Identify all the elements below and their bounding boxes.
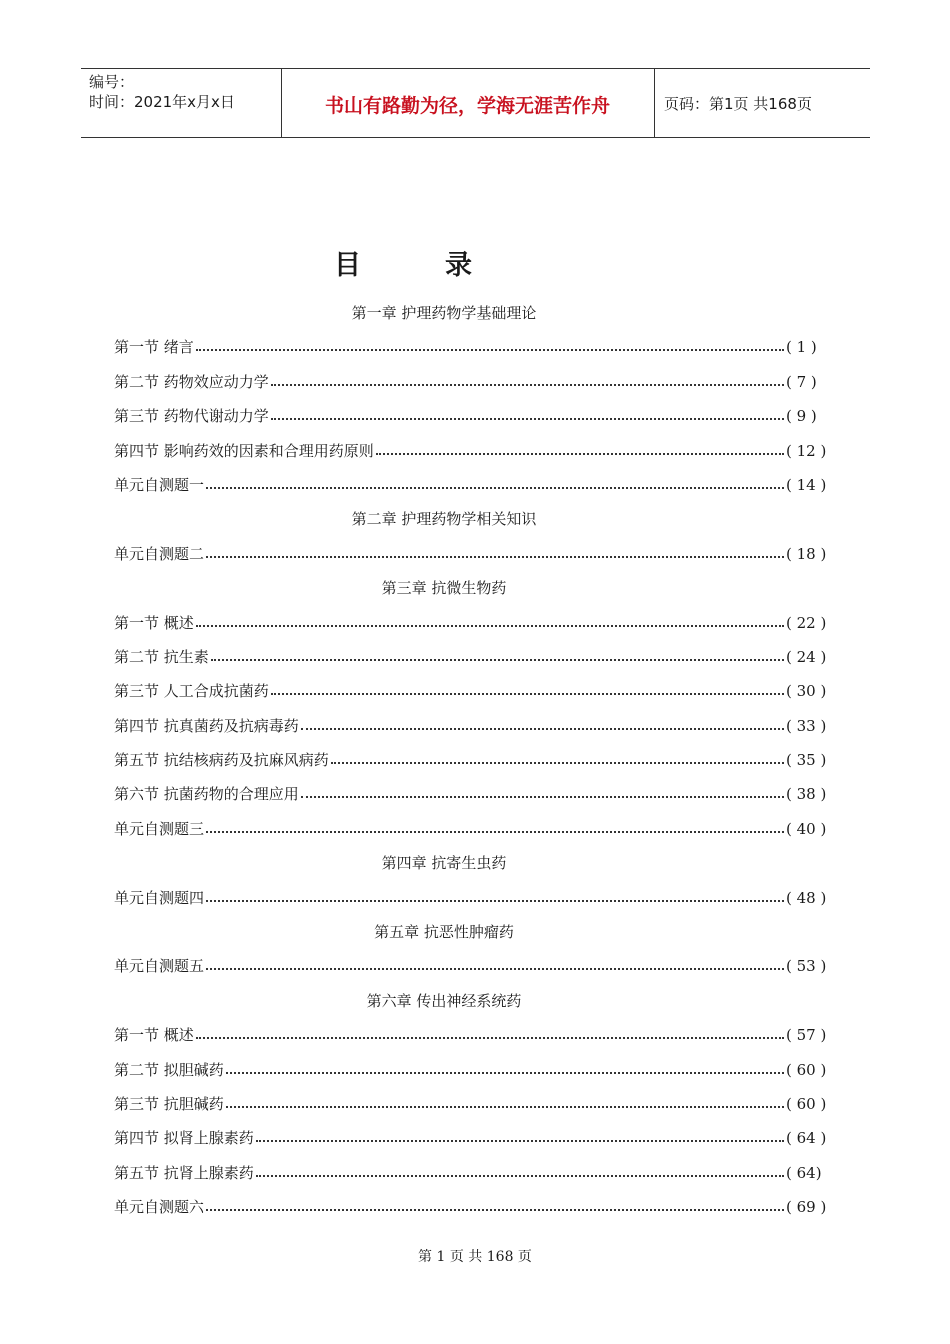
page-footer: 第 1 页 共 168 页 xyxy=(418,1249,532,1265)
toc-dot-leader xyxy=(299,777,786,811)
toc-entry-page-number: ( 60 ) xyxy=(786,1094,827,1113)
toc-entry-label: 单元自测题二 xyxy=(114,544,205,563)
header-left-cell xyxy=(81,69,282,137)
toc-entry xyxy=(114,330,834,364)
toc-entry xyxy=(114,812,834,846)
toc-entry xyxy=(114,1018,834,1052)
toc-entry xyxy=(114,606,834,640)
toc-entry xyxy=(114,949,834,983)
toc-entry xyxy=(114,434,834,468)
toc-chapter-heading: 第五章 抗恶性肿瘤药 xyxy=(374,923,514,942)
toc-entry-page-number: ( 64) xyxy=(786,1163,822,1182)
toc-entry-label: 第二节 抗生素 xyxy=(114,647,209,666)
toc-entry-label: 单元自测题六 xyxy=(114,1198,205,1217)
toc-chapter-heading: 第二章 护理药物学相关知识 xyxy=(351,510,537,529)
toc-entry-page-number: ( 7 ) xyxy=(786,372,817,391)
toc-dot-leader xyxy=(254,1156,786,1190)
page-header xyxy=(81,68,870,138)
toc-entry-page-number: ( 14 ) xyxy=(786,475,827,494)
toc-entry-label: 第五节 抗结核病药及抗麻风病药 xyxy=(114,751,329,770)
toc-entry-label: 第三节 抗胆碱药 xyxy=(114,1094,224,1113)
toc-entry-label: 第二节 拟胆碱药 xyxy=(114,1060,224,1079)
toc-entry xyxy=(114,1053,834,1087)
toc-entry xyxy=(114,674,834,708)
toc-title: 目录 xyxy=(334,250,556,281)
toc-entry-label: 第三节 药物代谢动力学 xyxy=(114,407,269,426)
toc-entry-page-number: ( 64 ) xyxy=(786,1129,827,1148)
toc-entry-label: 第一节 绪言 xyxy=(114,338,194,357)
toc-dot-leader xyxy=(204,812,786,846)
toc-dot-leader xyxy=(269,399,786,433)
toc-entry xyxy=(114,640,834,674)
toc-dot-leader xyxy=(254,1121,786,1155)
toc-entry xyxy=(114,1121,834,1155)
toc-entry-label: 单元自测题四 xyxy=(114,888,205,907)
toc-dot-leader xyxy=(329,743,786,777)
toc-entry-label: 第四节 影响药效的因素和合理用药原则 xyxy=(114,441,374,460)
toc-chapter-heading: 第一章 护理药物学基础理论 xyxy=(351,304,537,322)
toc-entry xyxy=(114,881,834,915)
toc-entry-label: 第六节 抗菌药物的合理应用 xyxy=(114,785,299,804)
toc-dot-leader xyxy=(194,1018,786,1052)
toc-dot-leader xyxy=(269,674,786,708)
toc-entry xyxy=(114,1087,834,1121)
header-middle-cell xyxy=(281,69,655,137)
toc-entry-page-number: ( 9 ) xyxy=(786,407,817,426)
toc-entry-page-number: ( 60 ) xyxy=(786,1060,827,1079)
toc-entry-page-number: ( 18 ) xyxy=(786,544,827,563)
table-of-contents xyxy=(114,296,834,1225)
toc-entry xyxy=(114,537,834,571)
toc-entry-label: 第五节 抗肾上腺素药 xyxy=(114,1163,254,1182)
toc-chapter-heading: 第三章 抗微生物药 xyxy=(381,579,507,598)
toc-entry xyxy=(114,399,834,433)
toc-entry-page-number: ( 22 ) xyxy=(786,613,827,632)
toc-dot-leader xyxy=(204,1190,786,1224)
toc-dot-leader xyxy=(204,949,786,983)
toc-entry-label: 第四节 拟肾上腺素药 xyxy=(114,1129,254,1148)
toc-dot-leader xyxy=(204,537,786,571)
toc-chapter-heading: 第六章 传出神经系统药 xyxy=(366,991,522,1010)
toc-dot-leader xyxy=(204,468,786,502)
toc-entry-page-number: ( 40 ) xyxy=(786,819,827,838)
header-right-cell xyxy=(654,69,870,137)
toc-entry-page-number: ( 69 ) xyxy=(786,1198,827,1217)
toc-entry-page-number: ( 33 ) xyxy=(786,716,827,735)
toc-dot-leader xyxy=(204,881,786,915)
toc-dot-leader xyxy=(224,1053,786,1087)
toc-entry xyxy=(114,1156,834,1190)
toc-chapter-heading: 第四章 抗寄生虫药 xyxy=(381,854,507,873)
toc-entry-label: 单元自测题一 xyxy=(114,475,205,494)
toc-entry xyxy=(114,743,834,777)
toc-entry-label: 第三节 人工合成抗菌药 xyxy=(114,682,269,701)
toc-entry-page-number: ( 48 ) xyxy=(786,888,827,907)
document-date-label: 时间：2021年x月x日 xyxy=(89,93,235,111)
toc-dot-leader xyxy=(194,330,786,364)
toc-dot-leader xyxy=(374,434,786,468)
toc-entry xyxy=(114,777,834,811)
toc-dot-leader xyxy=(194,606,786,640)
toc-entry-page-number: ( 38 ) xyxy=(786,785,827,804)
toc-entry-page-number: ( 24 ) xyxy=(786,647,827,666)
document-number-label: 编号： xyxy=(89,73,135,91)
toc-entry-page-number: ( 57 ) xyxy=(786,1026,827,1045)
toc-entry-page-number: ( 12 ) xyxy=(786,441,827,460)
toc-dot-leader xyxy=(209,640,786,674)
toc-entry-page-number: ( 1 ) xyxy=(786,338,817,357)
toc-entry-label: 第一节 概述 xyxy=(114,1026,194,1045)
toc-entry xyxy=(114,709,834,743)
toc-entry xyxy=(114,468,834,502)
toc-entry-label: 第四节 抗真菌药及抗病毒药 xyxy=(114,716,299,735)
toc-dot-leader xyxy=(299,709,786,743)
toc-entry-label: 第二节 药物效应动力学 xyxy=(114,372,269,391)
toc-entry-label: 单元自测题三 xyxy=(114,819,205,838)
toc-entry-page-number: ( 53 ) xyxy=(786,957,827,976)
toc-entry-label: 第一节 概述 xyxy=(114,613,194,632)
toc-entry-page-number: ( 35 ) xyxy=(786,751,827,770)
header-page-label: 页码：第1页 共168页 xyxy=(664,95,812,113)
toc-entry xyxy=(114,1190,834,1224)
header-motto: 书山有路勤为径，学海无涯苦作舟 xyxy=(324,95,610,117)
toc-entry-label: 单元自测题五 xyxy=(114,957,205,976)
toc-dot-leader xyxy=(269,365,786,399)
toc-dot-leader xyxy=(224,1087,786,1121)
toc-entry-page-number: ( 30 ) xyxy=(786,682,827,701)
toc-entry xyxy=(114,365,834,399)
